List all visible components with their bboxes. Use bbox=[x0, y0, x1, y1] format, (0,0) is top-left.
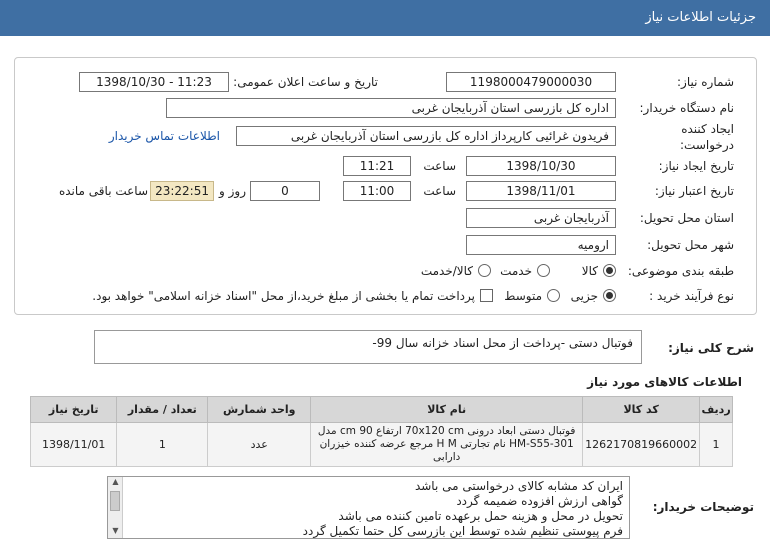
description-label: شرح کلی نیاز: bbox=[668, 341, 754, 355]
buyer-notes-scrollbar[interactable] bbox=[108, 477, 123, 538]
remaining-time-field: 23:22:51 bbox=[150, 181, 214, 201]
need-details-panel bbox=[14, 57, 757, 315]
province-label: استان محل تحویل: bbox=[639, 211, 734, 225]
buyer-note-line: ایران کد مشابه کالای درخواستی می باشد bbox=[414, 479, 623, 493]
buyer-org-field: اداره کل بازرسی استان آذربایجان غربی bbox=[166, 98, 616, 118]
creator-field: فریدون غرائیی کارپرداز اداره کل بازرسی استان آذربایجان غربی bbox=[236, 126, 616, 146]
buyer-org-label: نام دستگاه خریدار: bbox=[639, 101, 734, 115]
cell-qty: 1 bbox=[117, 423, 208, 467]
buyer-note-line: گواهی ارزش افزوده ضمیمه گردد bbox=[456, 494, 623, 508]
category-option-goods: کالا bbox=[581, 264, 598, 278]
valid-time-label: ساعت bbox=[423, 184, 456, 198]
table-row bbox=[31, 423, 733, 467]
process-option-minor: جزیی bbox=[570, 289, 598, 303]
creator-label-line1: ایجاد کننده bbox=[681, 122, 734, 136]
need-number-field: 1198000479000030 bbox=[446, 72, 616, 92]
buyer-notes-label: توضیحات خریدار: bbox=[652, 500, 754, 514]
scroll-thumb[interactable] bbox=[110, 491, 120, 511]
col-unit: واحد شمارش bbox=[208, 397, 311, 423]
city-field: ارومیه bbox=[466, 235, 616, 255]
col-qty: تعداد / مقدار bbox=[117, 397, 208, 423]
create-time-field: 11:21 bbox=[343, 156, 411, 176]
category-radio-service[interactable] bbox=[537, 264, 550, 277]
page-title: جزئیات اطلاعات نیاز bbox=[645, 10, 756, 25]
remaining-days-field: 0 bbox=[250, 181, 320, 201]
need-number-label: شماره نیاز: bbox=[677, 75, 734, 89]
announce-label: تاریخ و ساعت اعلان عمومی: bbox=[233, 75, 378, 89]
contact-info-link[interactable]: اطلاعات تماس خریدار bbox=[108, 129, 220, 143]
valid-date-field: 1398/11/01 bbox=[466, 181, 616, 201]
remaining-label: ساعت باقی مانده bbox=[58, 184, 148, 198]
process-option-medium: متوسط bbox=[504, 289, 542, 303]
valid-time-field: 11:00 bbox=[343, 181, 411, 201]
scroll-down-icon[interactable]: ▼ bbox=[112, 526, 119, 535]
col-name: نام کالا bbox=[311, 397, 583, 423]
category-option-goods-service: کالا/خدمت bbox=[420, 264, 473, 278]
col-date: تاریخ نیاز bbox=[31, 397, 117, 423]
treasury-checkbox[interactable] bbox=[480, 289, 493, 302]
col-row: ردیف bbox=[700, 397, 733, 423]
process-radio-medium[interactable] bbox=[547, 289, 560, 302]
category-option-service: خدمت bbox=[500, 264, 532, 278]
items-table-header bbox=[31, 397, 733, 423]
description-text: فوتبال دستی -پرداخت از محل اسناد خزانه سال 99- bbox=[372, 336, 633, 350]
cell-unit: عدد bbox=[208, 423, 311, 467]
create-date-label: تاریخ ایجاد نیاز: bbox=[658, 159, 734, 173]
category-radio-goods[interactable] bbox=[603, 264, 616, 277]
buyer-note-line: فرم پیوستی تنظیم شده توسط این بازرسی کل حتما تکمیل گردد bbox=[302, 524, 623, 538]
cell-row: 1 bbox=[700, 423, 733, 467]
city-label: شهر محل تحویل: bbox=[647, 238, 734, 252]
process-label: نوع فرآیند خرید : bbox=[649, 289, 734, 303]
scroll-up-icon[interactable]: ▲ bbox=[112, 477, 119, 486]
page-header bbox=[0, 0, 770, 36]
cell-name: فوتبال دستی ابعاد درونی 70x120 cm ارتفاع 90 cm مدل HM-S55-301 نام تجارتی H M مرجع عرضه کننده خیزران دارابی bbox=[311, 423, 583, 467]
announce-field: 1398/10/30 - 11:23 bbox=[79, 72, 229, 92]
province-field: آذربایجان غربی bbox=[466, 208, 616, 228]
items-table bbox=[30, 396, 733, 467]
description-field bbox=[94, 330, 642, 364]
treasury-text: پرداخت تمام یا بخشی از مبلغ خرید،از محل "اسناد خزانه اسلامی" خواهد بود. bbox=[92, 289, 475, 303]
cell-date: 1398/11/01 bbox=[31, 423, 117, 467]
cell-code: 1262170819660002 bbox=[583, 423, 700, 467]
create-date-field: 1398/10/30 bbox=[466, 156, 616, 176]
items-section-title: اطلاعات کالاهای مورد نیاز bbox=[587, 375, 742, 389]
valid-date-label: تاریخ اعتبار نیاز: bbox=[654, 184, 734, 198]
day-and-label: روز و bbox=[219, 184, 246, 198]
buyer-note-line: تحویل در محل و هزینه حمل برعهده تامین کننده می باشد bbox=[338, 509, 623, 523]
buyer-notes-field[interactable] bbox=[107, 476, 630, 539]
category-label: طبقه بندی موضوعی: bbox=[627, 264, 734, 278]
col-code: کد کالا bbox=[583, 397, 700, 423]
create-time-label: ساعت bbox=[423, 159, 456, 173]
creator-label-line2: درخواست: bbox=[680, 138, 734, 152]
category-radio-goods-service[interactable] bbox=[478, 264, 491, 277]
process-radio-minor[interactable] bbox=[603, 289, 616, 302]
